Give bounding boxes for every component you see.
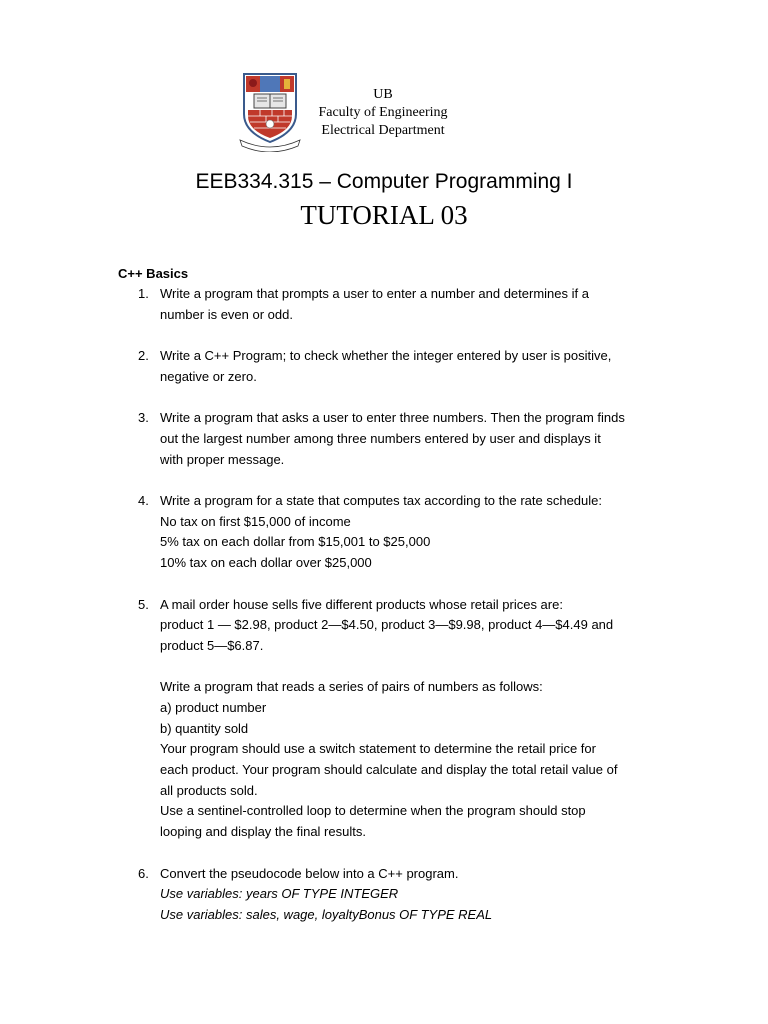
question-line: 5% tax on each dollar from $15,001 to $25,000 bbox=[160, 534, 431, 550]
question-line: Write a program that prompts a user to enter a number and determines if a bbox=[160, 286, 589, 301]
question-text bbox=[160, 346, 660, 387]
question-line: product 5—$6.87. bbox=[160, 637, 264, 653]
question-line: Use variables: years OF TYPE INTEGER bbox=[160, 886, 399, 902]
question-line: each product. Your program should calculate and display the total retail value of bbox=[160, 762, 618, 777]
question-line: all products sold. bbox=[160, 782, 258, 798]
question-number: 3. bbox=[138, 410, 149, 426]
question-text bbox=[160, 408, 660, 470]
question-line: A mail order house sells five different products whose retail prices are: bbox=[160, 596, 563, 612]
question-text bbox=[160, 864, 660, 926]
question-text bbox=[160, 595, 660, 843]
department-name: Electrical Department bbox=[321, 123, 445, 138]
question-number: 2. bbox=[138, 348, 149, 364]
question-number: 1. bbox=[138, 286, 149, 301]
question-text bbox=[160, 284, 660, 325]
question-line: Write a program for a state that computes tax according to the rate schedule: bbox=[160, 493, 602, 508]
institution-block bbox=[300, 86, 466, 140]
question-number: 6. bbox=[138, 865, 149, 881]
university-crest-logo bbox=[238, 70, 302, 152]
question-line: Write a program that asks a user to enter three numbers. Then the program finds bbox=[160, 410, 625, 426]
question-line: with proper message. bbox=[160, 451, 285, 467]
question-text bbox=[160, 491, 660, 574]
question-line bbox=[160, 657, 660, 678]
tutorial-title: TUTORIAL 03 bbox=[300, 200, 468, 230]
question-line: a) product number bbox=[160, 699, 267, 715]
question-line: b) quantity sold bbox=[160, 720, 249, 736]
question-line: 10% tax on each dollar over $25,000 bbox=[160, 555, 372, 571]
question-line: number is even or odd. bbox=[160, 306, 293, 322]
question-line: looping and display the final results. bbox=[160, 824, 366, 840]
question-line: Your program should use a switch statement to determine the retail price for bbox=[160, 741, 596, 757]
question-line: No tax on first $15,000 of income bbox=[160, 513, 351, 529]
question-line: Write a program that reads a series of pairs of numbers as follows: bbox=[160, 679, 543, 695]
question-line: Write a C++ Program; to check whether the integer entered by user is positive, bbox=[160, 348, 612, 364]
question-line: product 1 — $2.98, product 2—$4.50, product 3—$9.98, product 4—$4.49 and bbox=[160, 617, 614, 633]
course-title: EEB334.315 – Computer Programming I bbox=[195, 170, 573, 193]
section-heading: C++ Basics bbox=[118, 266, 189, 281]
question-line: Use a sentinel-controlled loop to determine when the program should stop bbox=[160, 803, 586, 819]
question-line: Use variables: sales, wage, loyaltyBonus OF TYPE REAL bbox=[160, 906, 493, 922]
question-number: 4. bbox=[138, 493, 149, 508]
question-line: negative or zero. bbox=[160, 368, 257, 384]
question-line: Convert the pseudocode below into a C++ program. bbox=[160, 865, 459, 881]
question-number: 5. bbox=[138, 596, 149, 612]
institution-name: UB bbox=[373, 87, 393, 102]
question-line: out the largest number among three numbers entered by user and displays it bbox=[160, 430, 601, 446]
faculty-name: Faculty of Engineering bbox=[318, 105, 448, 120]
